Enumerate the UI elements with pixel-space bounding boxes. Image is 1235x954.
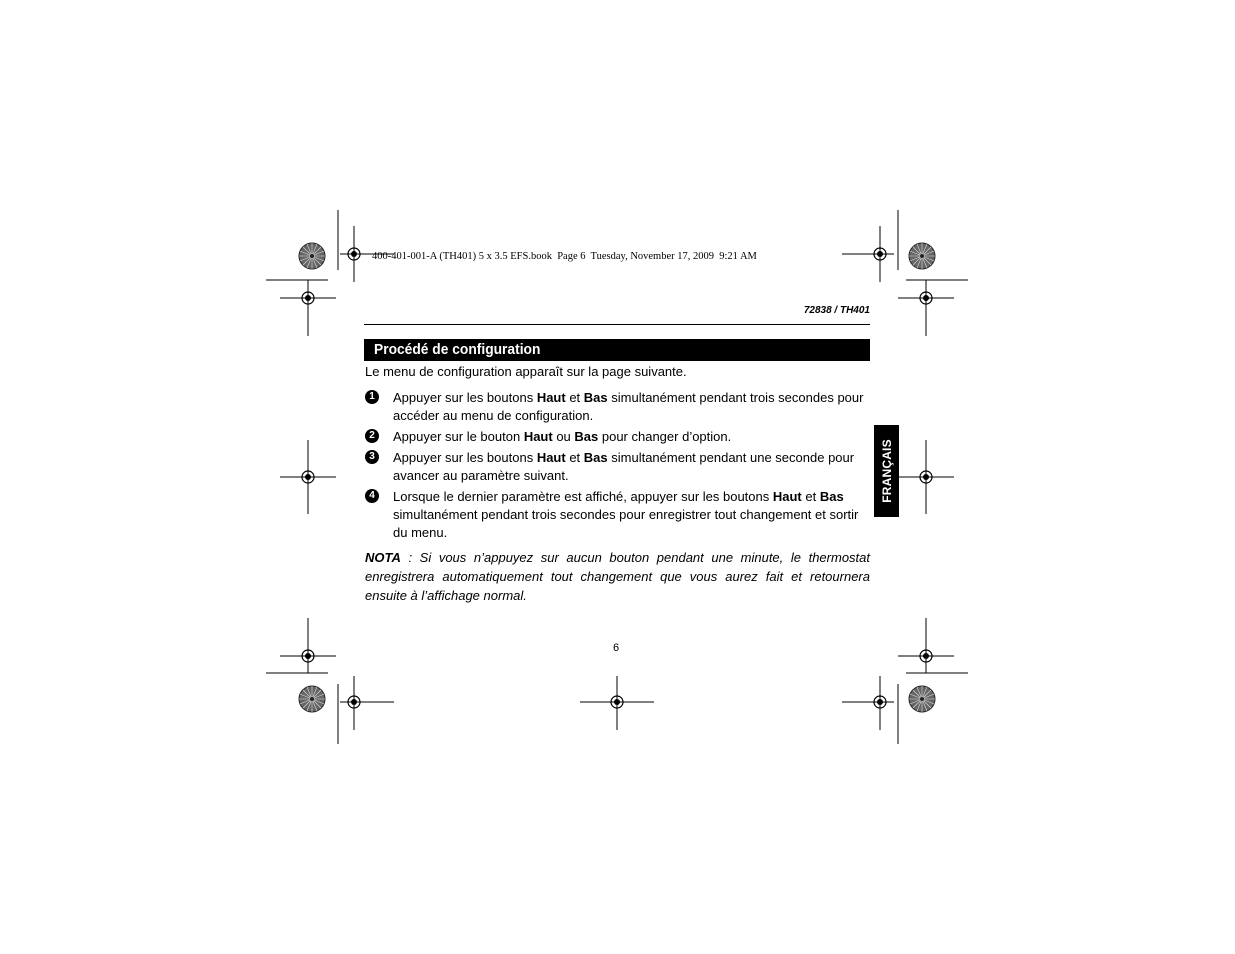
step-text: Appuyer sur les boutons Haut et Bas simultanément pendant trois secondes pour accéder au menu de configuration. [393,390,864,423]
page-number: 6 [613,642,620,654]
step-number: 4 [365,489,379,503]
step-text: Lorsque le dernier paramètre est affiché, appuyer sur les boutons Haut et Bas simultanément pendant trois secondes pour enregistrer tout changement et sortir du menu. [393,489,859,540]
header-rule [364,324,870,325]
print-header: 400-401-001-A (TH401) 5 x 3.5 EFS.book Page 6 Tuesday, November 17, 2009 9:21 AM [372,251,757,262]
step-number: 2 [365,429,379,443]
step-text: Appuyer sur le bouton Haut ou Bas pour changer d’option. [393,429,732,444]
list-item [365,449,870,485]
note-paragraph [365,548,870,605]
list-item [365,389,870,425]
list-item [365,428,870,446]
step-number: 3 [365,450,379,464]
document-code: 72838 / TH401 [803,305,870,316]
step-text: Appuyer sur les boutons Haut et Bas simultanément pendant une seconde pour avancer au paramètre suivant. [393,450,855,483]
note-label: NOTA [365,550,401,565]
section-title-bar [364,339,870,361]
steps-list [365,389,870,545]
intro-text: Le menu de configuration apparaît sur la page suivante. [365,364,687,379]
step-number: 1 [365,390,379,404]
language-tab-label: FRANÇAIS [879,439,894,503]
language-tab [874,425,899,517]
section-title: Procédé de configuration [374,341,541,358]
list-item [365,488,870,542]
note-text: : Si vous n’appuyez sur aucun bouton pendant une minute, le thermostat enregistrera automatiquement tout changement que vous aurez fait et retournera ensuite à l’affichage normal. [365,550,870,603]
